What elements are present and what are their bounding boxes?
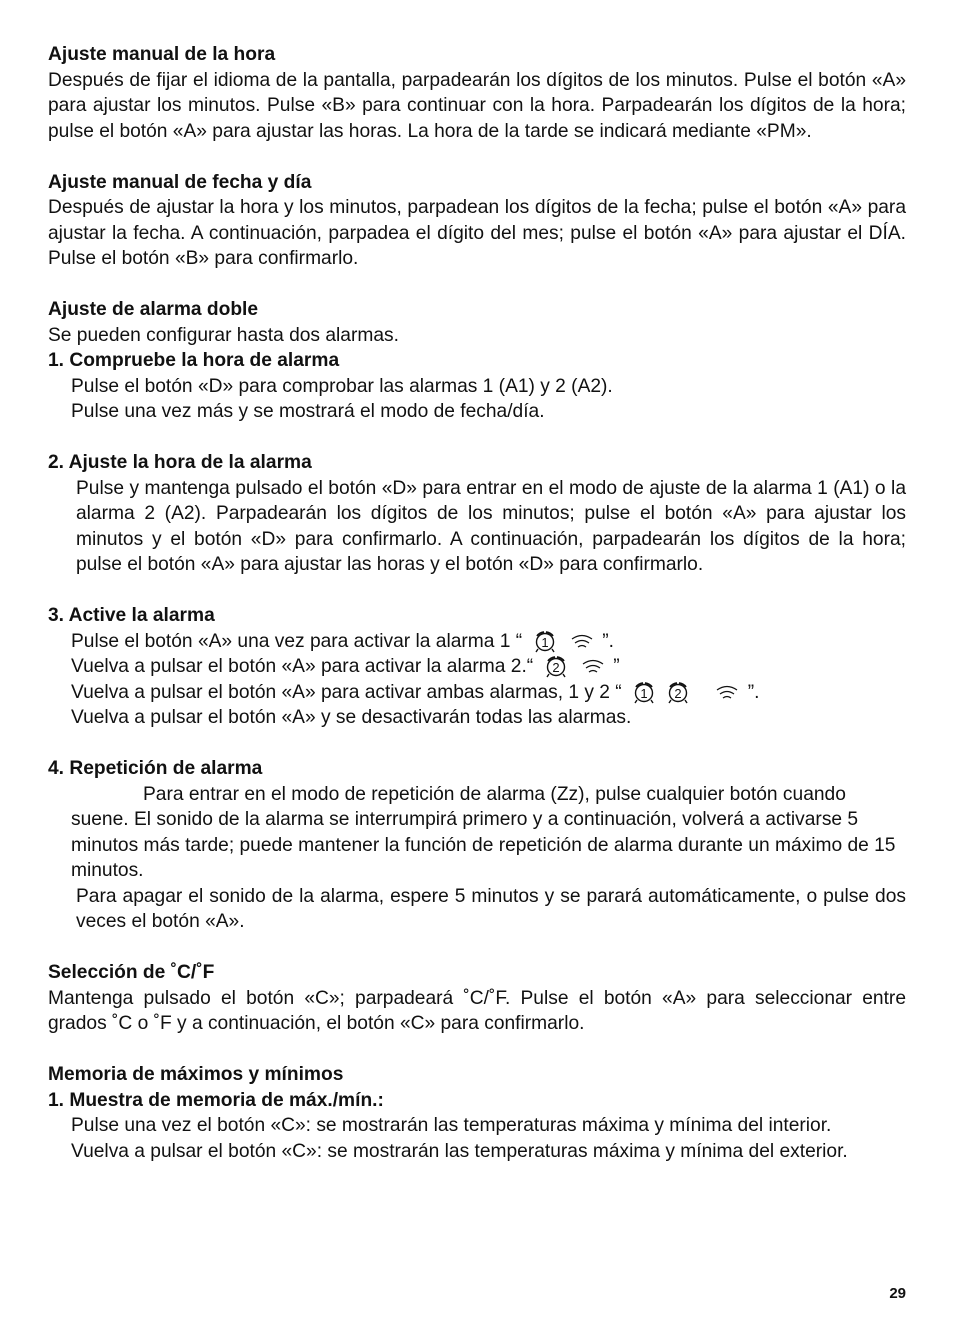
step-line: Pulse una vez más y se mostrará el modo de fecha/día. [71, 401, 545, 422]
line-text: Pulse el botón «A» una vez para activar la alarma 1 “ [71, 630, 523, 652]
alarm-1-icon [629, 680, 659, 704]
step-paragraph-set-alarm: Pulse y mantenga pulsado el botón «D» para entrar en el modo de ajuste de la alarma 1 (A1) o la alarma 2 (A2). Parpadearán los dígitos de los minutos; pulse el botón «A» para ajustar los minutos y el botón «D» para confirmarlo. A continuación, parpadearán los dígitos de la hora; pulse el botón «A» para ajustar las horas y el botón «D» para confirmarlo. [76, 477, 906, 575]
svg-text:2: 2 [674, 685, 682, 701]
line-text: ”. [602, 630, 614, 652]
page-number: 29 [889, 1285, 906, 1302]
activate-line-alarm-1 [48, 629, 906, 655]
paragraph-manual-date: Después de ajustar la hora y los minutos, parpadean los dígitos de la fecha; pulse el botón «A» para ajustar la fecha. A continuación, parpadea el dígito del mes; pulse el botón «A» para ajustar el DÍA. Pulse el botón «B» para confirmarlo. [48, 197, 906, 269]
step-heading-snooze: 4. Repetición de alarma [48, 758, 263, 779]
step-line: Vuelva a pulsar el botón «C»: se mostrarán las temperaturas máxima y mínima del exterior. [71, 1140, 848, 1162]
alarm-2-icon [541, 654, 571, 678]
svg-text:2: 2 [551, 660, 560, 675]
step-heading-activate-alarm: 3. Active la alarma [48, 605, 215, 626]
paragraph-manual-time: Después de fijar el idioma de la pantalla, parpadearán los dígitos de los minutos. Pulse el botón «A» para ajustar los minutos. Pulse «B» para continuar con la hora. Parpadearán los dígitos de la hora; pulse el botón «A» para ajustar las horas. La hora de la tarde se indicará mediante «PM». [48, 69, 906, 142]
activate-line-both-alarms [48, 680, 906, 706]
heading-double-alarm: Ajuste de alarma doble [48, 299, 259, 320]
step-paragraph-snooze: Para entrar en el modo de repetición de alarma (Zz), pulse cualquier botón cuando suene. El sonido de la alarma se interrumpirá primero y a continuación, volverá a activarse 5 minutos más tarde; puede mantener la función de repetición de alarma durante un máximo de 15 minutos. [71, 783, 896, 881]
heading-manual-time: Ajuste manual de la hora [48, 44, 276, 65]
line-text: ” [613, 656, 620, 677]
step-paragraph-snooze-off: Para apagar el sonido de la alarma, espere 5 minutos y se parará automáticamente, o pulse dos veces el botón «A». [76, 885, 906, 932]
heading-temperature-unit: Selección de ˚C/˚F [48, 962, 215, 983]
alarm-2-icon [663, 680, 693, 704]
sound-waves-icon [569, 633, 595, 653]
svg-text:1: 1 [540, 634, 549, 650]
activate-line-alarm-2 [48, 654, 906, 680]
heading-min-max-memory: Memoria de máximos y mínimos [48, 1064, 344, 1085]
step-heading-check-alarm: 1. Compruebe la hora de alarma [48, 350, 340, 371]
alarm-1-icon [530, 629, 560, 653]
paragraph-temperature-unit: Mantenga pulsado el botón «C»; parpadeará ˚C/˚F. Pulse el botón «A» para seleccionar entre grados ˚C o ˚F y a continuación, el botón «C» para confirmarlo. [48, 987, 906, 1034]
svg-text:1: 1 [640, 685, 648, 701]
step-heading-set-alarm: 2. Ajuste la hora de la alarma [48, 452, 312, 473]
step-heading-memory-display: 1. Muestra de memoria de máx./mín.: [48, 1089, 384, 1111]
sound-waves-icon [714, 684, 740, 704]
paragraph-double-alarm-intro: Se pueden configurar hasta dos alarmas. [48, 324, 399, 346]
line-text: ”. [747, 681, 760, 703]
activate-line-disable: Vuelva a pulsar el botón «A» y se desactivarán todas las alarmas. [71, 707, 632, 728]
sound-waves-icon [580, 658, 606, 678]
line-text: Vuelva a pulsar el botón «A» para activar ambas alarmas, 1 y 2 “ [71, 681, 622, 703]
step-line: Pulse una vez el botón «C»: se mostrarán las temperaturas máxima y mínima del interior. [71, 1115, 832, 1136]
line-text: Vuelva a pulsar el botón «A» para activar la alarma 2.“ [71, 656, 534, 677]
manual-page [48, 42, 906, 1164]
heading-manual-date: Ajuste manual de fecha y día [48, 171, 312, 193]
step-line: Pulse el botón «D» para comprobar las alarmas 1 (A1) y 2 (A2). [71, 375, 613, 397]
